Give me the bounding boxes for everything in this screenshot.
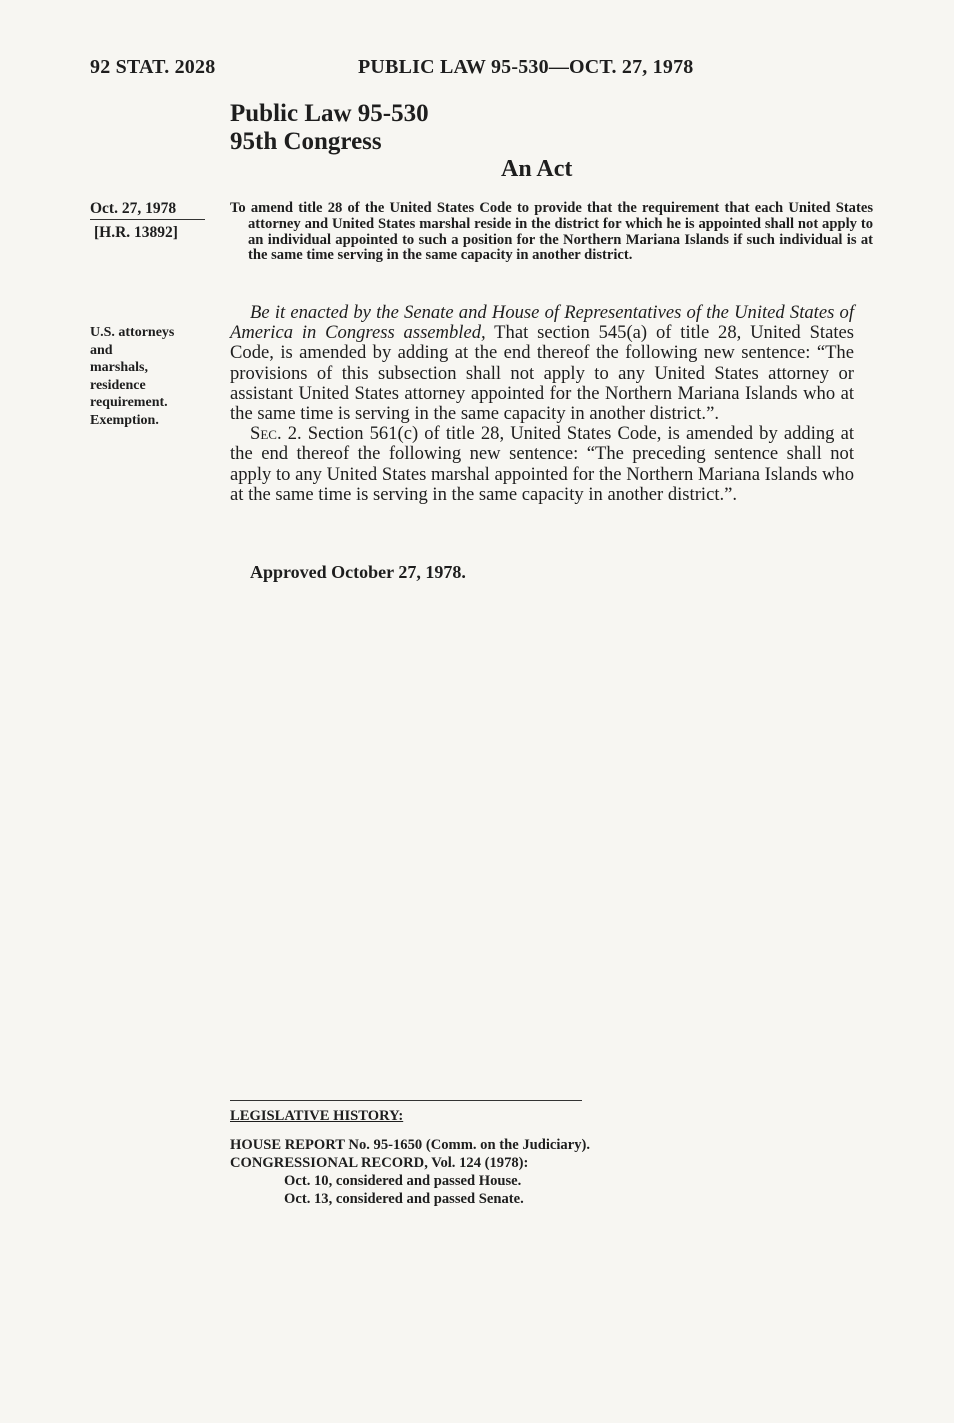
margin-bill-number: [H.R. 13892]	[94, 224, 178, 241]
approval-date: Approved October 27, 1978.	[250, 562, 466, 582]
law-titles	[230, 100, 429, 156]
margin-topic-note	[90, 324, 230, 429]
section-2-text: Section 561(c) of title 28, United States Code, is amended by adding at the end thereof the following new sentence: “The preceding sentence shall not apply to any United States marshal appointed for the Northern Mariana Islands who at the same time is serving in the same capacity in another district.”.	[230, 423, 854, 505]
margin-topic-line: U.S. attorneys	[90, 325, 175, 340]
history-line: CONGRESSIONAL RECORD, Vol. 124 (1978):	[230, 1155, 529, 1171]
margin-topic-line: and	[90, 342, 113, 358]
act-body	[230, 303, 854, 505]
enacting-clause: Be it enacted by the Senate and House of Representatives of the United States of America in Congress assembled,	[230, 302, 854, 344]
history-line: Oct. 10, considered and passed House.	[284, 1173, 522, 1189]
margin-topic-line: Exemption.	[90, 412, 159, 428]
legislative-history-title: LEGISLATIVE HISTORY:	[230, 1108, 404, 1124]
margin-topic-line: marshals,	[90, 360, 148, 375]
page-number: 92 STAT. 2028	[90, 56, 216, 78]
history-divider	[230, 1100, 582, 1101]
margin-divider	[90, 219, 205, 220]
act-heading: An Act	[501, 156, 573, 182]
running-title: PUBLIC LAW 95-530—OCT. 27, 1978	[358, 56, 694, 78]
margin-date: Oct. 27, 1978	[90, 200, 177, 217]
law-number: Public Law 95-530	[230, 100, 429, 127]
section-2-label: Sec. 2.	[250, 423, 302, 445]
history-line: Oct. 13, considered and passed Senate.	[284, 1191, 524, 1207]
section-2-paragraph	[230, 424, 854, 505]
section-1-text: That section 545(a) of title 28, United States Code, is amended by adding at the end thereof the following new sentence: “The provisions of this subsection shall not apply to any United States attorney or assistant United States attorney appointed for the Northern Mariana Islands who at the same time is serving in the same capacity in another district.”.	[230, 322, 854, 425]
purpose-clause: To amend title 28 of the United States Code to provide that the requirement that each United States attorney and United States marshal reside in the district for which he is appointed shall not apply to an individual appointed to such a position for the Northern Mariana Islands if such individual is at the same time serving in the same capacity in another district.	[230, 200, 873, 264]
congress-label: 95th Congress	[230, 128, 382, 155]
margin-topic-line: requirement.	[90, 395, 168, 410]
enacting-paragraph	[230, 303, 854, 424]
margin-topic-line: residence	[90, 377, 146, 393]
history-line: HOUSE REPORT No. 95-1650 (Comm. on the Judiciary).	[230, 1137, 591, 1153]
